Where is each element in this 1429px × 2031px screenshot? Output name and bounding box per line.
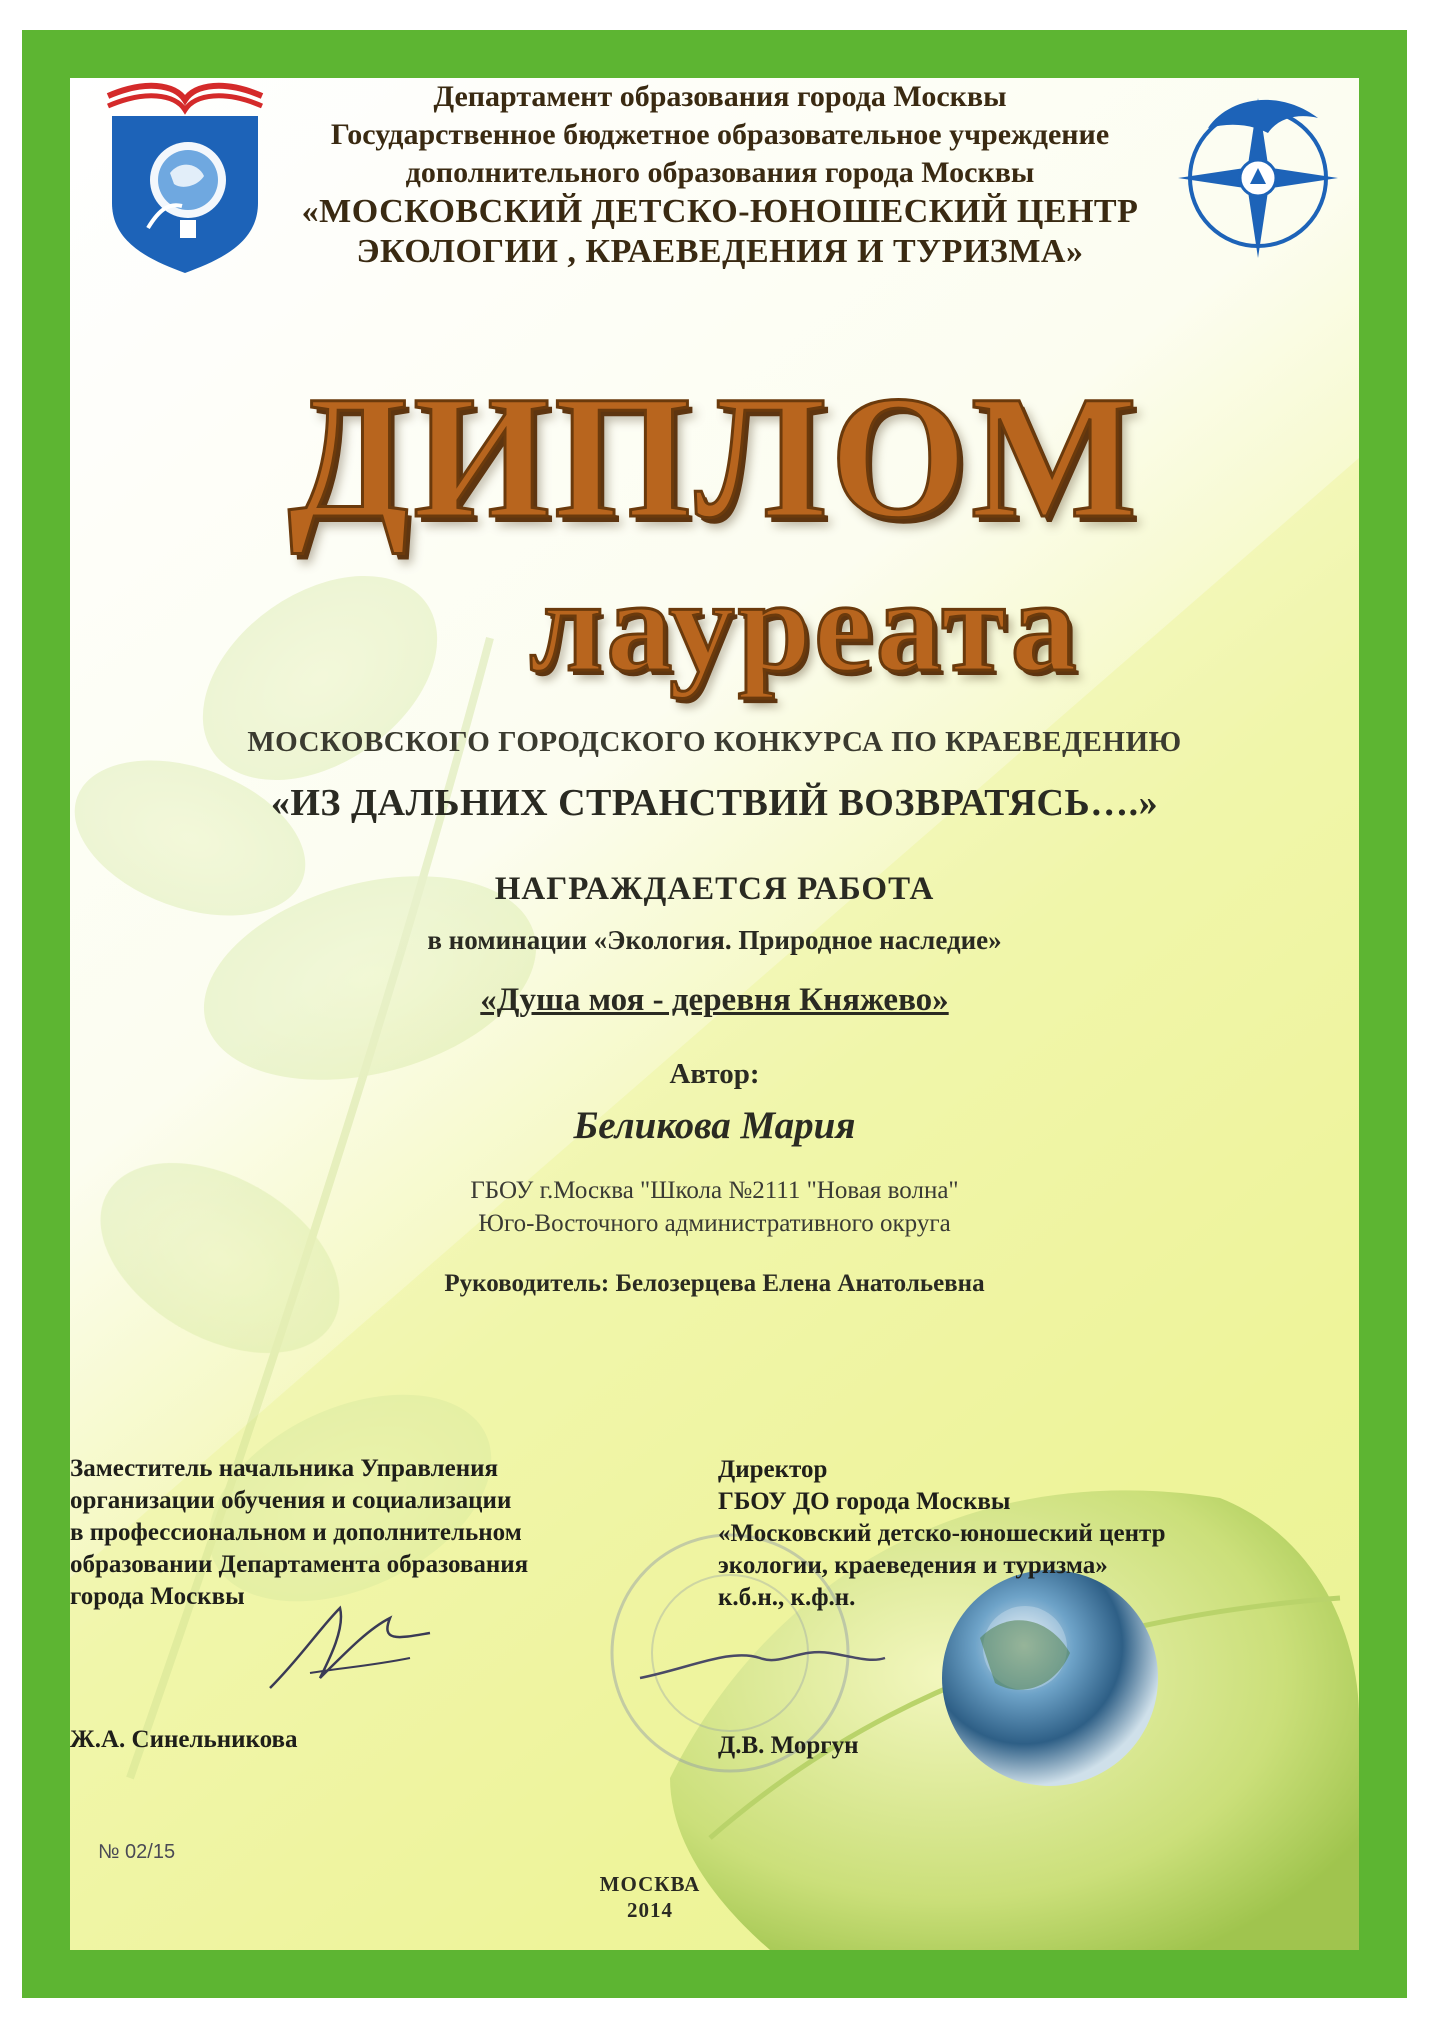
diploma-sheet	[70, 78, 1359, 1950]
author-label: Автор:	[669, 1058, 760, 1090]
right-signatory-line4: экологии, краеведения и туризма»	[718, 1552, 1108, 1579]
diploma-subtitle: лауреата	[529, 552, 1080, 699]
award-heading: НАГРАЖДАЕТСЯ РАБОТА	[494, 871, 935, 907]
right-signatory-name: Д.В. Моргун	[718, 1732, 859, 1759]
left-signatory-line3: в профессиональном и дополнительном	[70, 1519, 522, 1546]
department-name: Департамент образования города Москвы	[433, 80, 1007, 113]
institution-name-line1: «МОСКОВСКИЙ ДЕТСКО-ЮНОШЕСКИЙ ЦЕНТР	[301, 193, 1139, 230]
institution-subtitle: дополнительного образования города Москвы	[405, 156, 1035, 189]
left-signatory-line2: организации обучения и социализации	[70, 1487, 512, 1514]
right-signatory-line5: к.б.н., к.ф.н.	[718, 1584, 856, 1611]
nomination: в номинации «Экология. Природное наследие»	[427, 925, 1002, 955]
right-signatory-line3: «Московский детско-юношеский центр	[718, 1520, 1166, 1547]
education-department-logo	[90, 78, 280, 278]
supervisor: Руководитель: Белозерцева Елена Анатольевна	[444, 1270, 985, 1297]
eco-tourism-center-logo	[1168, 78, 1348, 268]
issue-year: 2014	[627, 1898, 673, 1922]
contest-motto: «ИЗ ДАЛЬНИХ СТРАНСТВИЙ ВОЗВРАТЯСЬ….»	[270, 782, 1159, 824]
diploma-title: ДИПЛОМ	[287, 360, 1142, 555]
school-line1: ГБОУ г.Москва "Школа №2111 "Новая волна"	[470, 1177, 959, 1204]
left-signatory-name: Ж.А. Синельникова	[70, 1726, 298, 1753]
right-signatory-line2: ГБОУ ДО города Москвы	[718, 1488, 1011, 1515]
left-signatory-line4: образовании Департамента образования	[70, 1551, 529, 1578]
right-handwritten-signature	[630, 1618, 890, 1708]
left-handwritten-signature	[250, 1588, 450, 1708]
right-signatory-title	[718, 1454, 1318, 1614]
left-signatory-line5: города Москвы	[70, 1583, 245, 1610]
institution-name-line2: ЭКОЛОГИИ , КРАЕВЕДЕНИЯ И ТУРИЗМА»	[356, 233, 1084, 270]
institution-type: Государственное бюджетное образовательное учреждение	[330, 118, 1110, 151]
issue-city: МОСКВА	[599, 1872, 701, 1896]
diploma-number: № 02/15	[98, 1841, 176, 1863]
author-name: Беликова Мария	[573, 1104, 856, 1147]
work-title: «Душа моя - деревня Княжево»	[480, 982, 949, 1018]
school-line2: Юго-Восточного административного округа	[478, 1210, 951, 1237]
right-signatory-line1: Директор	[718, 1456, 828, 1483]
left-signatory-line1: Заместитель начальника Управления	[70, 1455, 499, 1482]
contest-name: МОСКОВСКОГО ГОРОДСКОГО КОНКУРСА ПО КРАЕВЕДЕНИЮ	[247, 726, 1182, 758]
